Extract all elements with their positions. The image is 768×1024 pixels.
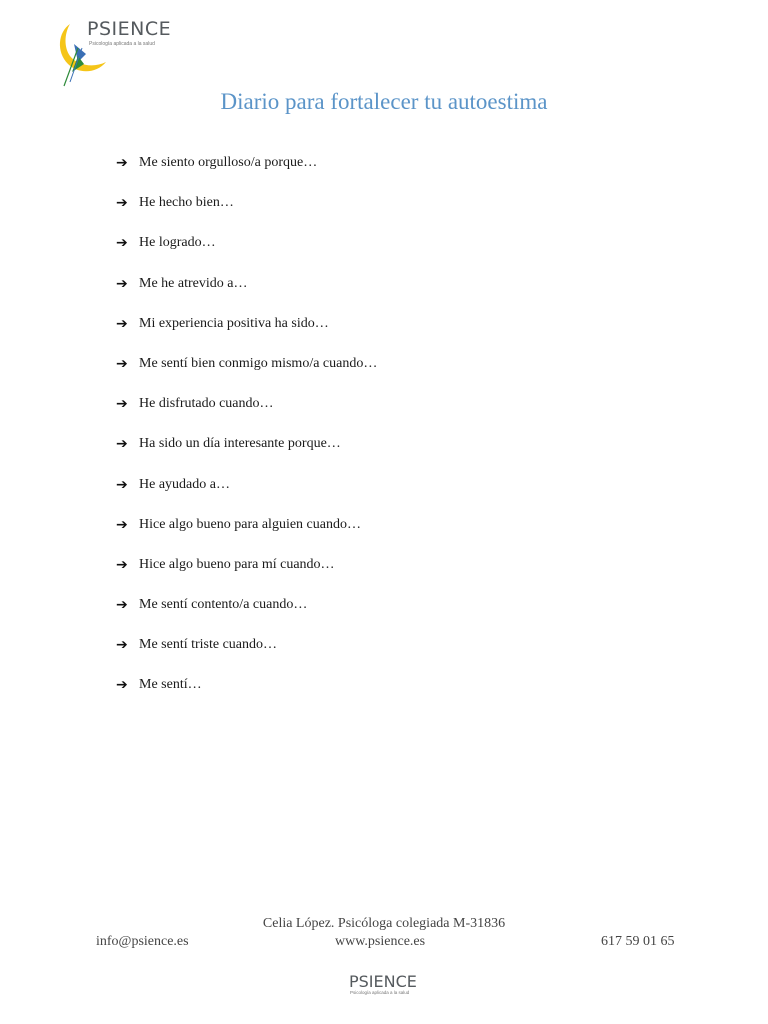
prompt-list bbox=[116, 154, 377, 717]
prompt-text: He disfrutado cuando… bbox=[139, 396, 274, 412]
list-item bbox=[116, 516, 377, 556]
prompt-text: Me he atrevido a… bbox=[139, 275, 248, 291]
list-item bbox=[116, 676, 377, 716]
arrow-right-icon: ➔ bbox=[116, 396, 128, 413]
list-item bbox=[116, 476, 377, 516]
list-item bbox=[116, 395, 377, 435]
list-item bbox=[116, 154, 377, 194]
header-logo bbox=[56, 18, 176, 88]
prompt-text: Me sentí bien conmigo mismo/a cuando… bbox=[139, 355, 378, 371]
list-item bbox=[116, 596, 377, 636]
footer-email-link[interactable]: info@psience.es bbox=[96, 934, 189, 949]
arrow-right-icon: ➔ bbox=[116, 195, 128, 212]
prompt-text: He logrado… bbox=[139, 235, 216, 251]
list-item bbox=[116, 636, 377, 676]
arrow-right-icon: ➔ bbox=[116, 677, 128, 694]
list-item bbox=[116, 435, 377, 475]
prompt-text: He hecho bien… bbox=[139, 195, 234, 211]
arrow-right-icon: ➔ bbox=[116, 355, 128, 372]
prompt-text: Me sentí triste cuando… bbox=[139, 637, 278, 653]
prompt-text: He ayudado a… bbox=[139, 476, 230, 492]
arrow-right-icon: ➔ bbox=[116, 476, 128, 493]
logo-name: PSIENCE bbox=[87, 18, 172, 40]
prompt-text: Me sentí contento/a cuando… bbox=[139, 597, 308, 613]
footer-phone: 617 59 01 65 bbox=[601, 934, 675, 949]
list-item bbox=[116, 556, 377, 596]
arrow-right-icon: ➔ bbox=[116, 155, 128, 171]
footer-logo-tagline: Psicología aplicada a la salud bbox=[350, 990, 410, 995]
arrow-right-icon: ➔ bbox=[116, 436, 128, 453]
prompt-text: Mi experiencia positiva ha sido… bbox=[139, 315, 329, 331]
list-item bbox=[116, 275, 377, 315]
prompt-text: Hice algo bueno para mí cuando… bbox=[139, 556, 335, 572]
arrow-right-icon: ➔ bbox=[116, 637, 128, 654]
prompt-text: Hice algo bueno para alguien cuando… bbox=[139, 516, 361, 532]
footer-credit: Celia López. Psicóloga colegiada M-31836 bbox=[262, 916, 506, 931]
arrow-right-icon: ➔ bbox=[116, 516, 128, 533]
footer-website-link[interactable]: www.psience.es bbox=[335, 934, 426, 949]
arrow-right-icon: ➔ bbox=[116, 275, 128, 292]
footer-logo-name: PSIENCE bbox=[349, 972, 417, 991]
prompt-text: Me siento orgulloso/a porque… bbox=[139, 155, 318, 170]
logo-tagline: Psicología aplicada a la salud bbox=[89, 41, 155, 47]
arrow-right-icon: ➔ bbox=[116, 556, 128, 573]
page-title: Diario para fortalecer tu autoestima bbox=[220, 89, 548, 114]
footer-logo bbox=[349, 974, 421, 998]
arrow-right-icon: ➔ bbox=[116, 235, 128, 252]
list-item bbox=[116, 355, 377, 395]
arrow-right-icon: ➔ bbox=[116, 597, 128, 614]
prompt-text: Ha sido un día interesante porque… bbox=[139, 436, 341, 452]
prompt-text: Me sentí… bbox=[139, 677, 202, 693]
list-item bbox=[116, 234, 377, 274]
list-item bbox=[116, 194, 377, 234]
arrow-right-icon: ➔ bbox=[116, 315, 128, 332]
list-item bbox=[116, 315, 377, 355]
